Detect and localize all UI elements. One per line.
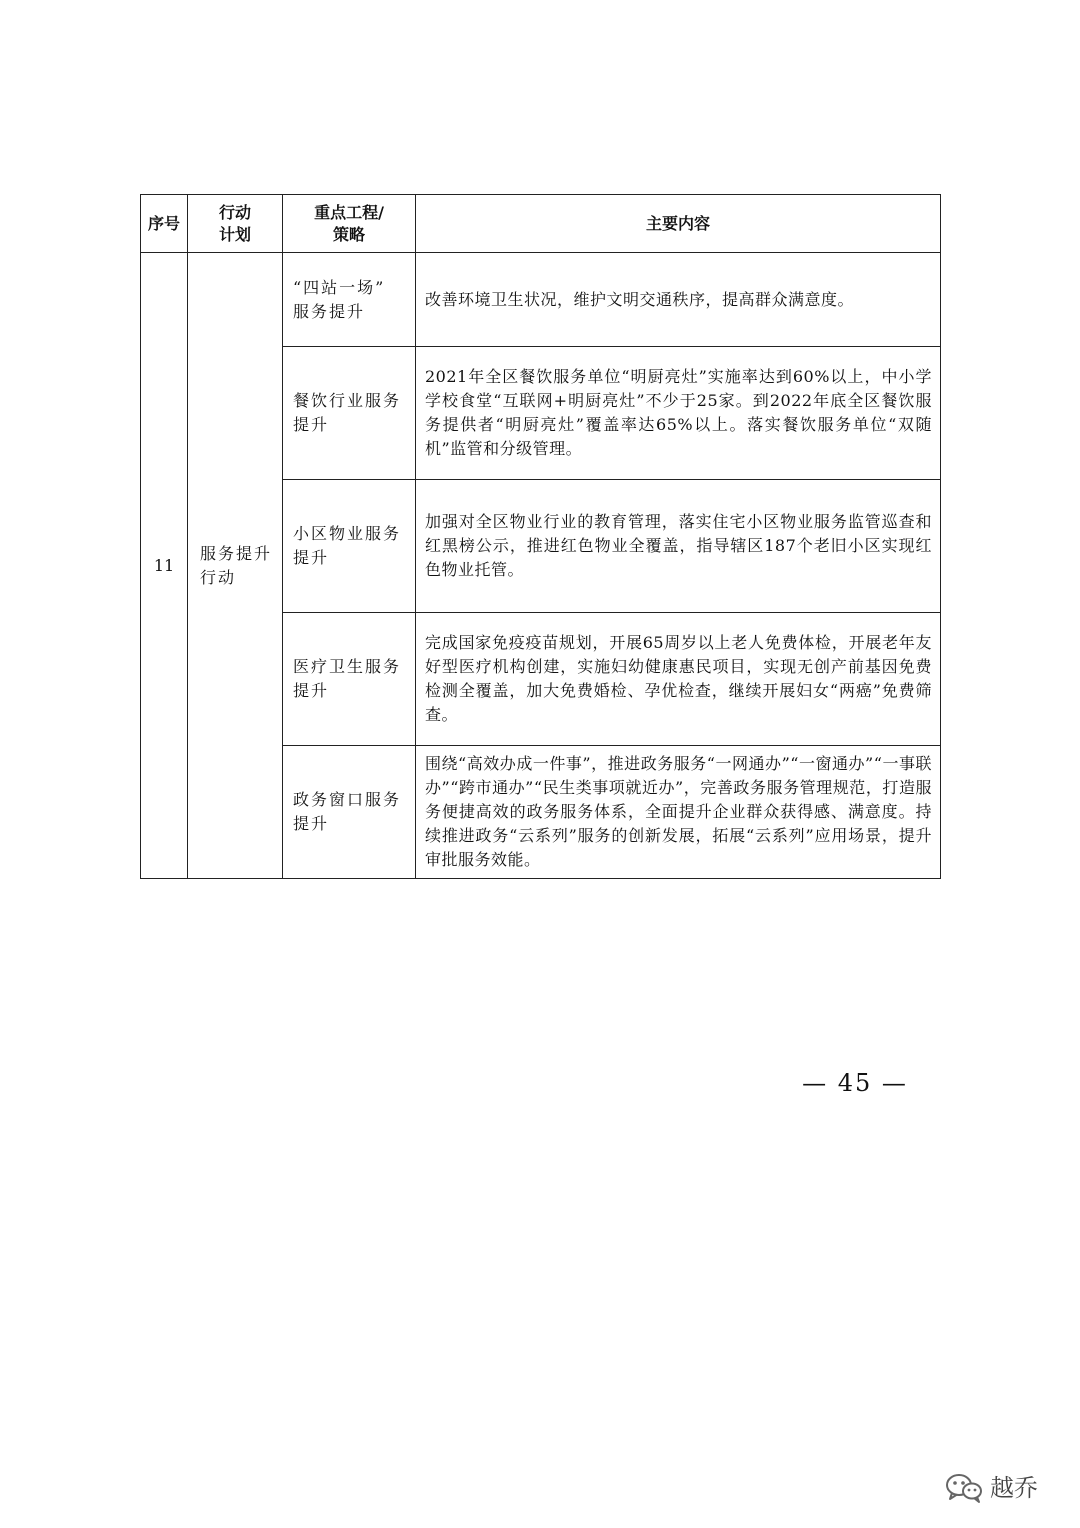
header-plan-line2: 计划 bbox=[218, 224, 251, 244]
project-line1: 小区物业服务 bbox=[293, 524, 402, 543]
cell-content bbox=[416, 480, 941, 613]
action-plan-line2: 行动 bbox=[200, 567, 237, 587]
table-header-row bbox=[141, 195, 941, 253]
cell-action-plan bbox=[188, 253, 283, 879]
content-text: 加强对全区物业行业的教育管理，落实住宅小区物业服务监管巡查和红黑榜公示，推进红色物业全覆盖，指导辖区187个老旧小区实现红色物业托管。 bbox=[425, 512, 932, 579]
cell-content bbox=[416, 253, 941, 347]
project-line2: 提升 bbox=[293, 681, 330, 700]
header-content bbox=[416, 195, 941, 253]
project-line2: 服务提升 bbox=[293, 301, 366, 321]
header-plan-line1: 行动 bbox=[218, 202, 251, 222]
header-project-line1: 重点工程/ bbox=[314, 202, 384, 222]
serial-number: 11 bbox=[153, 555, 175, 575]
header-project-line2: 策略 bbox=[332, 224, 365, 244]
project-line1: 政务窗口服务 bbox=[293, 790, 402, 809]
content-text: 围绕“高效办成一件事”，推进政务服务“一网通办”“一窗通办”“一事联办”“跨市通办”“民生类事项就近办”，完善政务服务管理规范，打造服务便捷高效的政务服务体系，全面提升企业群众获得感、满意度。持续推进政务“云系列”服务的创新发展，拓展“云系列”应用场景，提升审批服务效能。 bbox=[425, 754, 932, 869]
wechat-icon bbox=[944, 1471, 984, 1505]
project-line2: 提升 bbox=[293, 814, 330, 833]
cell-content bbox=[416, 613, 941, 746]
content-text: 改善环境卫生状况，维护文明交通秩序，提高群众满意度。 bbox=[425, 289, 855, 309]
header-project bbox=[283, 195, 416, 253]
project-line1: 餐饮行业服务 bbox=[293, 391, 402, 410]
page-number: — 45 — bbox=[802, 1069, 908, 1097]
content-text: 2021年全区餐饮服务单位“明厨亮灶”实施率达到60%以上，中小学学校食堂“互联网+明厨亮灶”不少于25家。到2022年底全区餐饮服务提供者“明厨亮灶”覆盖率达65%以上。落实餐饮服务单位“双随机”监管和分级管理。 bbox=[425, 367, 932, 458]
cell-content bbox=[416, 746, 941, 879]
cell-project bbox=[283, 746, 416, 879]
project-line2: 提升 bbox=[293, 548, 330, 567]
cell-project bbox=[283, 253, 416, 347]
cell-project bbox=[283, 613, 416, 746]
cell-project bbox=[283, 347, 416, 480]
project-line1: “四站一场” bbox=[293, 277, 386, 297]
content-text: 完成国家免疫疫苗规划，开展65周岁以上老人免费体检，开展老年友好型医疗机构创建，实施妇幼健康惠民项目，实现无创产前基因免费检测全覆盖，加大免费婚检、孕优检查，继续开展妇女“两癌”免费筛查。 bbox=[425, 633, 932, 724]
header-no-label: 序号 bbox=[147, 213, 180, 233]
project-line1: 医疗卫生服务 bbox=[293, 657, 402, 676]
table-row bbox=[141, 253, 941, 347]
project-line2: 提升 bbox=[293, 415, 330, 434]
action-plan-table bbox=[140, 194, 941, 879]
watermark-label: 越乔 bbox=[990, 1474, 1038, 1502]
watermark bbox=[944, 1470, 1038, 1506]
header-no bbox=[141, 195, 188, 253]
header-plan bbox=[188, 195, 283, 253]
action-plan-line1: 服务提升 bbox=[200, 543, 273, 563]
cell-content bbox=[416, 347, 941, 480]
cell-project bbox=[283, 480, 416, 613]
header-content-label: 主要内容 bbox=[645, 213, 710, 233]
cell-serial-number bbox=[141, 253, 188, 879]
